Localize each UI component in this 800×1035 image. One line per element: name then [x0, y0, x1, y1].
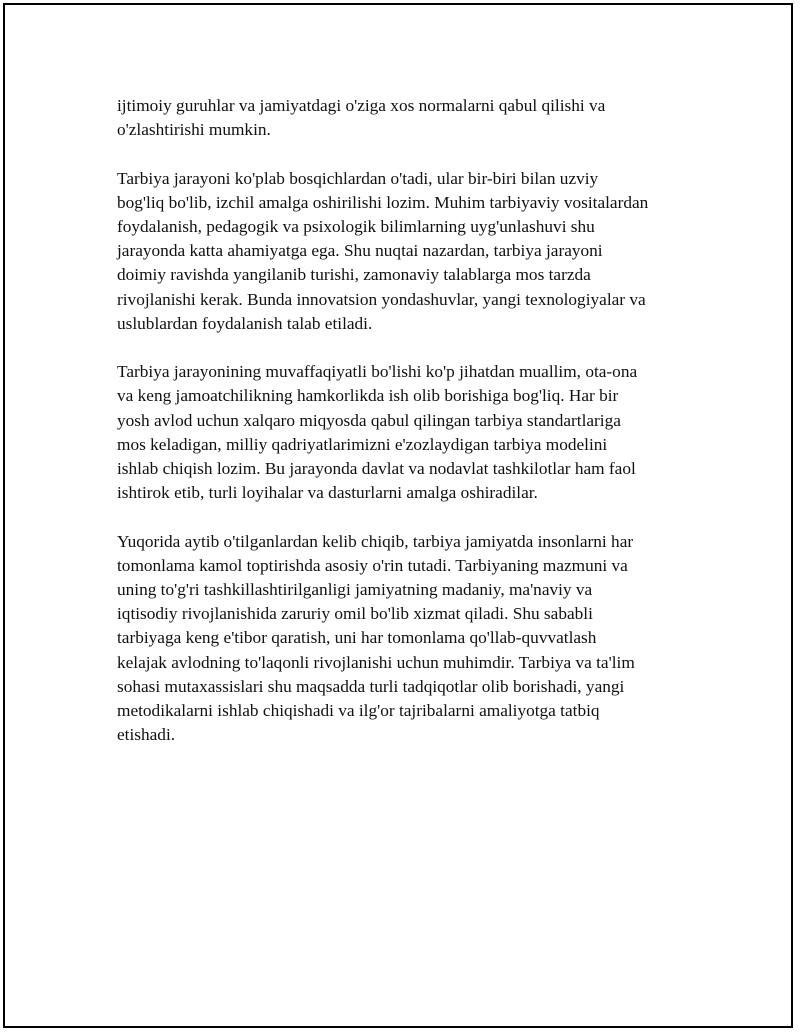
paragraph-2: Tarbiya jarayoni ko'plab bosqichlardan o'tadi, ular bir-biri bilan uzviy bog'liq bo'lib, izchil amalga oshirilishi lozim. Muhim tarbiyaviy vositalardan foydalanish, pedagogik va psixologik bilimlarning uyg'unlashuvi shu jarayonda katta ahamiyatga ega. Shu nuqtai nazardan, tarbiya jarayoni doimiy ravishda yangilanib turishi, zamonaviy talablarga mos tarzda rivojlanishi kerak. Bunda innovatsion yondashuvlar, yangi texnologiyalar va uslublardan foydalanish talab etiladi. [117, 168, 649, 333]
paragraph-1: ijtimoiy guruhlar va jamiyatdagi o'ziga xos normalarni qabul qilishi va o'zlashtirishi mumkin. [117, 96, 606, 140]
document-body [117, 94, 690, 772]
paragraph-3: Tarbiya jarayonining muvaffaqiyatli bo'lishi ko'p jihatdan muallim, ota-ona va keng jamoatchilikning hamkorlikda ish olib borishiga bog'liq. Har bir yosh avlod uchun xalqaro miqyosda qabul qilingan tarbiya standartlariga mos keladigan, milliy qadriyatlarimizni e'zozlaydigan tarbiya modelini ishlab chiqish lozim. Bu jarayonda davlat va nodavlat tashkilotlar ham faol ishtirok etib, turli loyihalar va dasturlarni amalga oshiradilar. [117, 362, 638, 503]
paragraph-4: Yuqorida aytib o'tilganlardan kelib chiqib, tarbiya jamiyatda insonlarni har tomonlama kamol toptirishda asosiy o'rin tutadi. Tarbiyaning mazmuni va uning to'g'ri tashkillashtirilganligi jamiyatning madaniy, ma'naviy va iqtisodiy rivojlanishida zaruriy omil bo'lib xizmat qiladi. Shu sababli tarbiyaga keng e'tibor qaratish, uni har tomonlama qo'llab-quvvatlash kelajak avlodning to'laqonli rivojlanishi uchun muhimdir. Tarbiya va ta'lim sohasi mutaxassislari shu maqsadda turli tadqiqotlar olib borishadi, yangi metodikalarni ishlab chiqishadi va ilg'or tajribalarni amaliyotga tatbiq etishadi. [117, 531, 635, 745]
